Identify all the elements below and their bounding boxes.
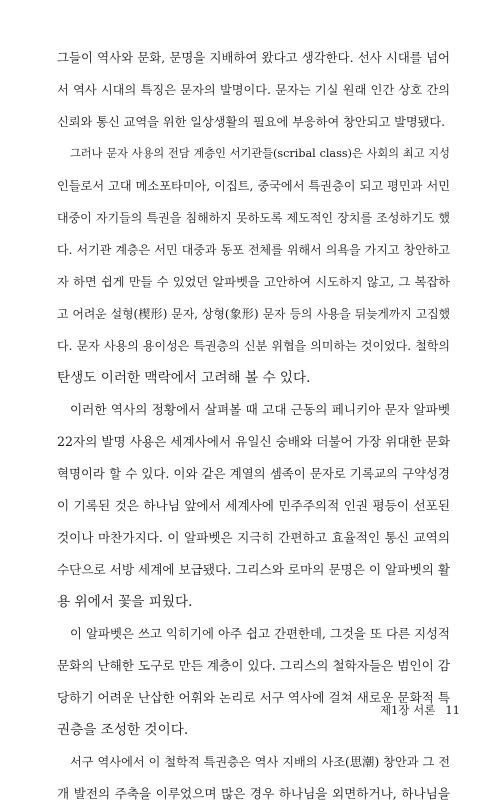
- page-body: [57, 42, 450, 810]
- text-line: 그러나 문자 사용의 전담 계층인 서기관들(scribal class)은 사회의 최고 지성: [70, 147, 450, 160]
- text-line: 당하기 어려운 난삽한 어휘와 논리로 서구 역사에 걸쳐 새로운 문화적 특: [57, 690, 450, 705]
- text-line: 대중이 자기들의 특권을 침해하지 못하도록 제도적인 장치를 조성하기도 했: [57, 211, 450, 225]
- text-line: 이 알파벳은 쓰고 익히기에 아주 쉽고 간편한데, 그것을 또 다른 지성적: [70, 626, 450, 641]
- text-line: 개 발전의 주축을 이루었으며 많은 경우 하나님을 외면하거나, 하나님을: [57, 786, 450, 801]
- text-line: 자 하면 쉽게 만들 수 있었던 알파벳을 고안하여 시도하지 않고, 그 복잡하: [57, 275, 450, 289]
- text-line: 혁명이라 할 수 있다. 이와 같은 계열의 셈족이 문자로 기록교의 구약성경: [57, 466, 450, 481]
- text-line: 고 어려운 설형(楔形) 문자, 상형(象形) 문자 등의 사용을 뒤늦게까지 고집했: [57, 307, 450, 321]
- text-line: 신뢰와 통신 교역을 위한 일상생활의 필요에 부응하여 창안되고 발명됐다.: [57, 115, 446, 129]
- text-line: 그들이 역사와 문화, 문명을 지배하여 왔다고 생각한다. 선사 시대를 넘어: [57, 50, 450, 65]
- text-line: 서 역사 시대의 특징은 문자의 발명이다. 문자는 기실 원래 인간 상호 간의: [57, 83, 450, 97]
- text-line: 이러한 역사의 정황에서 살펴볼 때 고대 근동의 페니키아 문자 알파벳: [70, 402, 450, 417]
- text-line: 문화의 난해한 도구로 만든 계층이 있다. 그리스의 철학자들은 범인이 감: [57, 658, 450, 673]
- chapter-title: 제1장 서론: [379, 703, 436, 717]
- text-line: 것이나 마찬가지다. 이 알파벳은 지극히 간편하고 효율적인 통신 교역의: [57, 530, 450, 545]
- text-line: 다. 서기관 계층은 서민 대중과 동포 전체를 위해서 의욕을 가지고 창안하고: [57, 243, 450, 257]
- page-number: 11: [445, 703, 460, 717]
- page-footer: [0, 702, 460, 718]
- text-line: 인들로서 고대 메소포타미아, 이집트, 중국에서 특권층이 되고 평민과 서민: [57, 179, 450, 193]
- text-line: 서구 역사에서 이 철학적 특권층은 역사 지배의 사조(思潮) 창안과 그 전: [70, 755, 450, 769]
- text-line: 이 기록된 것은 하나님 앞에서 세계사에 민주주의적 인권 평등이 선포된: [57, 498, 450, 513]
- text-line: 탄생도 이러한 맥락에서 고려해 볼 수 있다.: [57, 370, 311, 386]
- text-line: 다. 문자 사용의 용이성은 특권층의 신분 위협을 의미하는 것이었다. 철학의: [57, 339, 450, 353]
- text-line: 22자의 발명 사용은 세계사에서 유일신 숭배와 더불어 가장 위대한 문화: [57, 434, 450, 449]
- text-line: 권층을 조성한 것이다.: [57, 722, 189, 738]
- text-line: 수단으로 서방 세계에 보급됐다. 그리스와 로마의 문명은 이 알파벳의 활: [57, 562, 450, 577]
- text-line: 용 위에서 꽃을 피웠다.: [57, 594, 193, 610]
